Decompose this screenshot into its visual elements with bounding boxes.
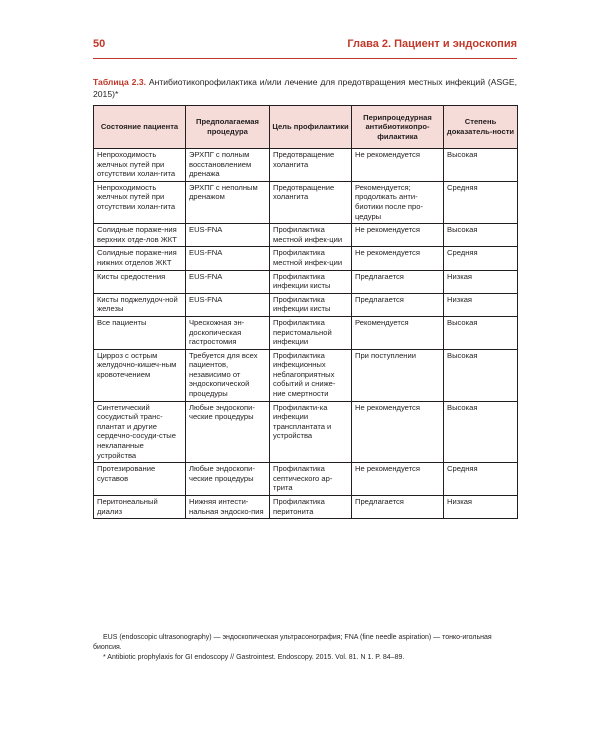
table-row — [94, 247, 518, 270]
table-caption — [93, 76, 517, 100]
chapter-title: Глава 2. Пациент и эндоскопия — [347, 38, 517, 50]
cell-procedure: Любые эндоскопи-ческие процедуры — [186, 401, 270, 463]
header-cell-prophylaxis: Перипроцедурная антибиотикопро-филактика — [352, 106, 444, 149]
cell-condition: Синтетический сосудистый транс-плантат и другие сердечно-сосуди-стые неклапанные устройства — [94, 401, 186, 463]
table-row — [94, 401, 518, 463]
table-row — [94, 349, 518, 401]
cell-condition: Все пациенты — [94, 316, 186, 349]
cell-evidence: Низкая — [444, 293, 518, 316]
cell-procedure: EUS-FNA — [186, 247, 270, 270]
header-cell-condition: Состояние пациента — [94, 106, 186, 149]
cell-evidence: Низкая — [444, 270, 518, 293]
cell-procedure: Требуется для всех пациентов, независимо от эндоскопической процедуры — [186, 349, 270, 401]
cell-goal: Профилактика инфекции кисты — [270, 293, 352, 316]
cell-procedure: Нижняя интести-нальная эндоско-пия — [186, 496, 270, 519]
cell-prophylaxis: Предлагается — [352, 270, 444, 293]
cell-condition: Цирроз с острым желудочно-кишеч-ным кровотечением — [94, 349, 186, 401]
table-row — [94, 149, 518, 182]
cell-goal: Профилактика местной инфек-ции — [270, 224, 352, 247]
cell-prophylaxis: Не рекомендуется — [352, 149, 444, 182]
cell-goal: Предотвращение холангита — [270, 181, 352, 223]
cell-evidence: Высокая — [444, 149, 518, 182]
header-divider — [93, 58, 517, 59]
cell-evidence: Средняя — [444, 181, 518, 223]
cell-condition: Солидные пораже-ния верхних отде-лов ЖКТ — [94, 224, 186, 247]
cell-procedure: ЭРХПГ с неполным дренажом — [186, 181, 270, 223]
cell-procedure: EUS-FNA — [186, 270, 270, 293]
cell-goal: Профилактика инфекционных неблагоприятных событий и сниже-ние смертности — [270, 349, 352, 401]
cell-goal: Профилактика инфекции кисты — [270, 270, 352, 293]
cell-prophylaxis: Предлагается — [352, 496, 444, 519]
header-cell-evidence: Степень доказатель-ности — [444, 106, 518, 149]
cell-evidence: Высокая — [444, 224, 518, 247]
cell-goal: Профилактика септического ар-трита — [270, 463, 352, 496]
cell-procedure: EUS-FNA — [186, 293, 270, 316]
table-caption-label: Таблица 2.3. — [93, 77, 146, 87]
cell-goal: Профилактика перитонита — [270, 496, 352, 519]
cell-prophylaxis: Не рекомендуется — [352, 247, 444, 270]
page-header — [93, 38, 517, 58]
cell-prophylaxis: Предлагается — [352, 293, 444, 316]
cell-condition: Кисты поджелудоч-ной железы — [94, 293, 186, 316]
cell-evidence: Высокая — [444, 349, 518, 401]
cell-evidence: Низкая — [444, 496, 518, 519]
cell-condition: Солидные пораже-ния нижних отделов ЖКТ — [94, 247, 186, 270]
cell-evidence: Средняя — [444, 247, 518, 270]
note-abbreviations: EUS (endoscopic ultrasonography) — эндоскопическая ультрасонография; FNA (fine needle aspiration) — тонко-игольная биопсия. — [93, 634, 492, 651]
cell-prophylaxis: Не рекомендуется — [352, 401, 444, 463]
cell-condition: Кисты средостения — [94, 270, 186, 293]
table-caption-text: Антибиотикопрофилактика и/или лечение для предотвращения местных инфекций (ASGE, 2015)* — [93, 77, 517, 99]
table-notes — [93, 633, 517, 663]
header-cell-goal: Цель профилактики — [270, 106, 352, 149]
cell-evidence: Средняя — [444, 463, 518, 496]
cell-procedure: Чрескожная эн-доскопическая гастростомия — [186, 316, 270, 349]
table-header-row — [94, 106, 518, 149]
cell-prophylaxis: Не рекомендуется — [352, 463, 444, 496]
cell-procedure: Любые эндоскопи-ческие процедуры — [186, 463, 270, 496]
cell-condition: Перитонеальный диализ — [94, 496, 186, 519]
cell-condition: Непроходимость желчных путей при отсутствии холан-гита — [94, 149, 186, 182]
cell-procedure: EUS-FNA — [186, 224, 270, 247]
table-row — [94, 181, 518, 223]
table-row — [94, 224, 518, 247]
cell-goal: Профилактика перистомальной инфекции — [270, 316, 352, 349]
cell-condition: Протезирование суставов — [94, 463, 186, 496]
cell-procedure: ЭРХПГ с полным восстановлением дренажа — [186, 149, 270, 182]
cell-goal: Профилакти-ка инфекции трансплантата и устройства — [270, 401, 352, 463]
cell-goal: Предотвращение холангита — [270, 149, 352, 182]
table-row — [94, 316, 518, 349]
cell-evidence: Высокая — [444, 316, 518, 349]
cell-prophylaxis: Рекомендуется — [352, 316, 444, 349]
cell-evidence: Высокая — [444, 401, 518, 463]
antibiotic-prophylaxis-table — [93, 105, 518, 519]
table-row — [94, 463, 518, 496]
table-row — [94, 270, 518, 293]
table-row — [94, 293, 518, 316]
cell-prophylaxis: Рекомендуется; продолжать анти-биотики после про-цедуры — [352, 181, 444, 223]
page-number: 50 — [93, 38, 106, 50]
cell-prophylaxis: Не рекомендуется — [352, 224, 444, 247]
cell-goal: Профилактика местной инфек-ции — [270, 247, 352, 270]
table-row — [94, 496, 518, 519]
table-body — [94, 149, 518, 519]
cell-prophylaxis: При поступлении — [352, 349, 444, 401]
cell-condition: Непроходимость желчных путей при отсутствии холан-гита — [94, 181, 186, 223]
note-reference: * Antibiotic prophylaxis for GI endoscopy // Gastrointest. Endoscopy. 2015. Vol. 81. N 1. P. 84–89. — [103, 654, 405, 661]
header-cell-procedure: Предполагаемая процедура — [186, 106, 270, 149]
